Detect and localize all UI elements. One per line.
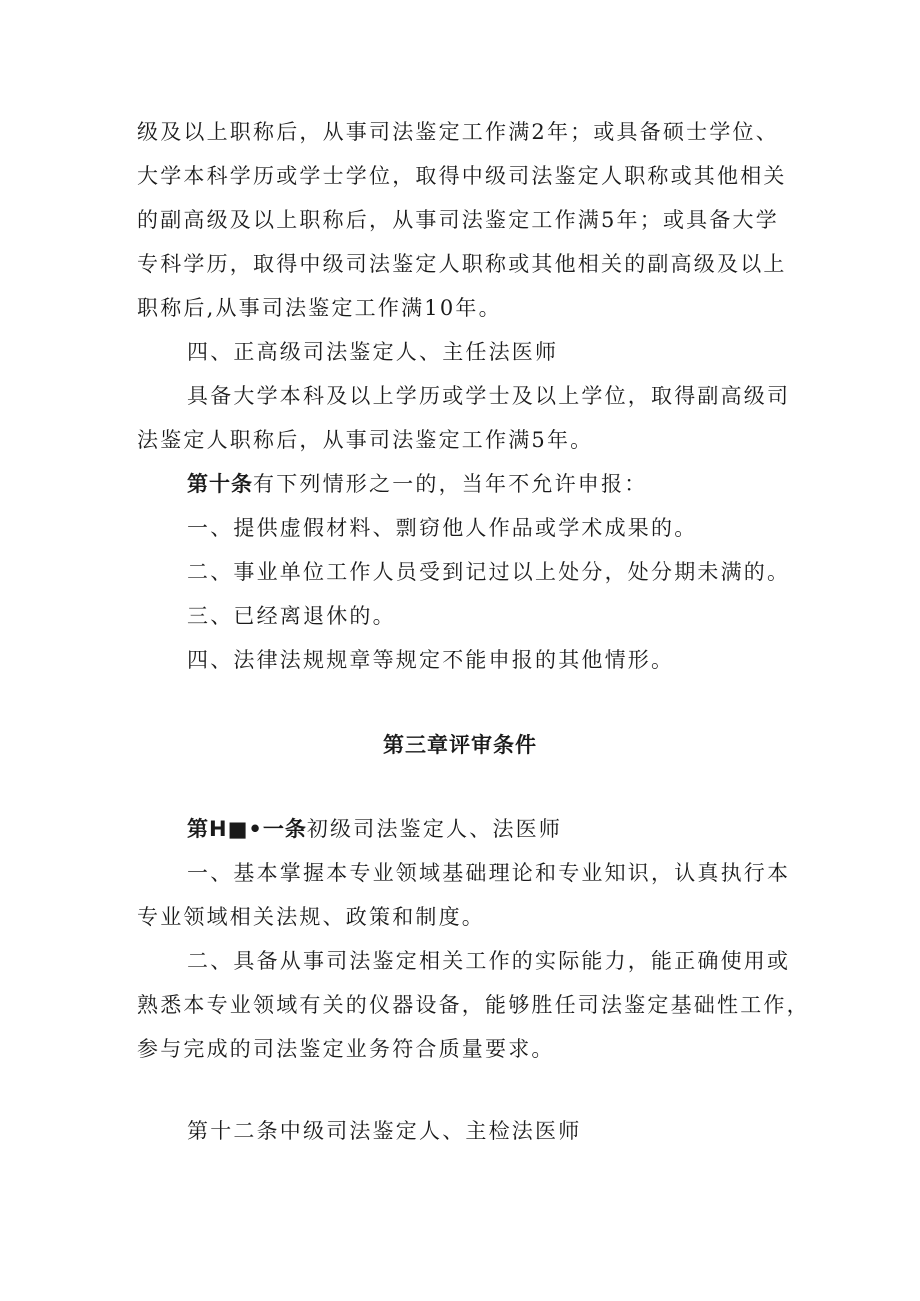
paragraph-line: 职称后,从事司法鉴定工作满10年。 <box>137 296 502 320</box>
paragraph-line: 的副高级及以上职称后，从事司法鉴定工作满5年；或具备大学 <box>137 208 779 232</box>
list-item: 三、已经离退休的。 <box>187 604 396 628</box>
paragraph-line: 参与完成的司法鉴定业务符合质量要求。 <box>137 1037 555 1061</box>
paragraph-line: 具备大学本科及以上学历或学士及以上学位，取得副高级司 <box>187 384 791 408</box>
paragraph-line: 级及以上职称后，从事司法鉴定工作满2年；或具备硕士学位、 <box>137 120 779 144</box>
paragraph-line: 熟悉本专业领域有关的仪器设备，能够胜任司法鉴定基础性工作， <box>137 993 810 1017</box>
section-heading: 四、正高级司法鉴定人、主任法医师 <box>187 340 559 364</box>
article-11-label: 第H■•一条 <box>187 817 307 841</box>
paragraph-line: 专科学历，取得中级司法鉴定人职称或其他相关的副高级及以上 <box>137 252 787 276</box>
article-12-heading: 第十二条中级司法鉴定人、主检法医师 <box>187 1119 582 1143</box>
chapter-title: 第三章评审条件 <box>383 733 537 757</box>
paragraph-line: 一、基本掌握本专业领域基础理论和专业知识，认真执行本 <box>187 861 791 885</box>
paragraph-line: 二、具备从事司法鉴定相关工作的实际能力，能正确使用或 <box>187 949 791 973</box>
list-item: 四、法律法规规章等规定不能申报的其他情形。 <box>187 648 675 672</box>
article-11-title: 初级司法鉴定人、法医师 <box>306 817 563 841</box>
paragraph-line: 大学本科学历或学士学位，取得中级司法鉴定人职称或其他相关 <box>137 164 787 188</box>
article-11 <box>187 814 562 844</box>
list-item: 一、提供虚假材料、剽窃他人作品或学术成果的。 <box>187 516 698 540</box>
paragraph-line: 法鉴定人职称后，从事司法鉴定工作满5年。 <box>137 428 594 452</box>
article-10 <box>187 469 647 499</box>
article-10-label: 第十条 <box>187 472 253 496</box>
paragraph-line: 专业领域相关法规、政策和制度。 <box>137 905 485 929</box>
list-item: 二、事业单位工作人员受到记过以上处分，处分期未满的。 <box>187 560 791 584</box>
article-10-text: 有下列情形之一的，当年不允许申报： <box>253 472 648 496</box>
